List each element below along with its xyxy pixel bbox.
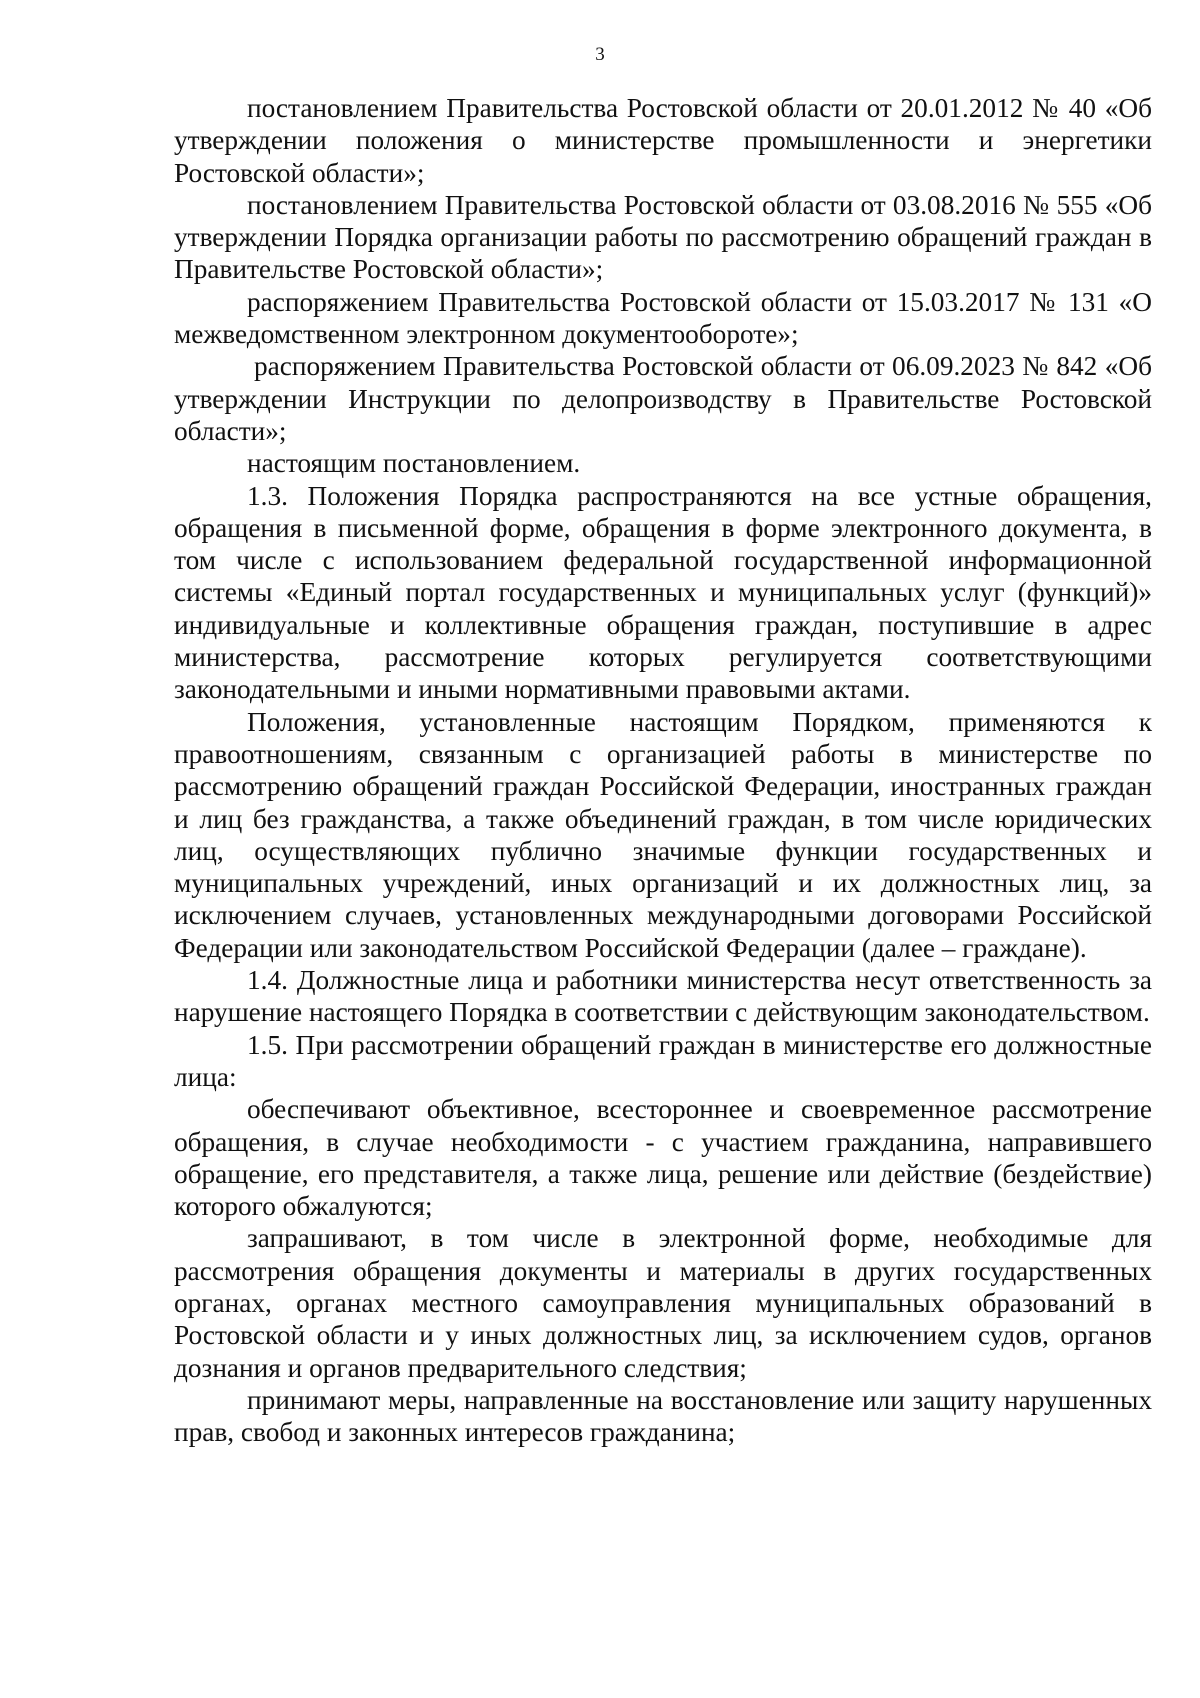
paragraph-request-documents: запрашивают, в том числе в электронной форме, необходимые для рассмотрения обращения документы и материалы в других государственных органах, органах местного самоуправления муниципальных образований в Ростовской области и у иных должностных лиц, за исключением судов, органов дознания и органов предварительного следствия; bbox=[174, 1223, 1152, 1383]
page-number: 3 bbox=[595, 44, 605, 65]
paragraph-ensure-review: обеспечивают объективное, всестороннее и своевременное рассмотрение обращения, в случае необходимости - с участием гражданина, направившего обращение, его представителя, а также лица, решение или действие (бездействие) которого обжалуются; bbox=[174, 1094, 1152, 1222]
paragraph-resolution-555: постановлением Правительства Ростовской области от 03.08.2016 № 555 «Об утверждении Порядка организации работы по рассмотрению обращений граждан в Правительстве Ростовской области»; bbox=[174, 189, 1152, 285]
paragraph-take-measures: принимают меры, направленные на восстановление или защиту нарушенных прав, свобод и законных интересов гражданина; bbox=[174, 1384, 1152, 1448]
paragraph-order-842: распоряжением Правительства Ростовской области от 06.09.2023 № 842 «Об утверждении Инструкции по делопроизводству в Правительстве Ростовской области»; bbox=[174, 351, 1152, 446]
paragraph-this-resolution: настоящим постановлением. bbox=[247, 448, 581, 479]
paragraph-resolution-40: постановлением Правительства Ростовской области от 20.01.2012 № 40 «Об утверждении положения о министерстве промышленности и энергетики Ростовской области»; bbox=[174, 93, 1152, 188]
paragraph-section-1-4: 1.4. Должностные лица и работники министерства несут ответственность за нарушение настоящего Порядка в соответствии с действующим законодательством. bbox=[174, 965, 1152, 1028]
paragraph-section-1-3: 1.3. Положения Порядка распространяются на все устные обращения, обращения в письменной форме, обращения в форме электронного документа, в том числе с использованием федеральной государственной информационной системы «Единый портал государственных и муниципальных услуг (функций)» индивидуальные и коллективные обращения граждан, поступившие в адрес министерства, рассмотрение которых регулируется соответствующими законодательными и иными нормативными правовыми актами. bbox=[174, 480, 1152, 705]
document-body bbox=[174, 92, 1152, 1448]
paragraph-section-1-5: 1.5. При рассмотрении обращений граждан в министерстве его должностные лица: bbox=[174, 1029, 1152, 1092]
paragraph-order-131: распоряжением Правительства Ростовской области от 15.03.2017 № 131 «О межведомственном электронном документообороте»; bbox=[174, 286, 1152, 350]
paragraph-provisions-scope: Положения, установленные настоящим Порядком, применяются к правоотношениям, связанным с организацией работы в министерстве по рассмотрению обращений граждан Российской Федерации, иностранных граждан и лиц без гражданства, а также объединений граждан, в том числе юридических лиц, осуществляющих публично значимые функции государственных и муниципальных учреждений, иных организаций и их должностных лиц, за исключением случаев, установленных международными договорами Российской Федерации или законодательством Российской Федерации (далее – граждане). bbox=[174, 706, 1152, 963]
